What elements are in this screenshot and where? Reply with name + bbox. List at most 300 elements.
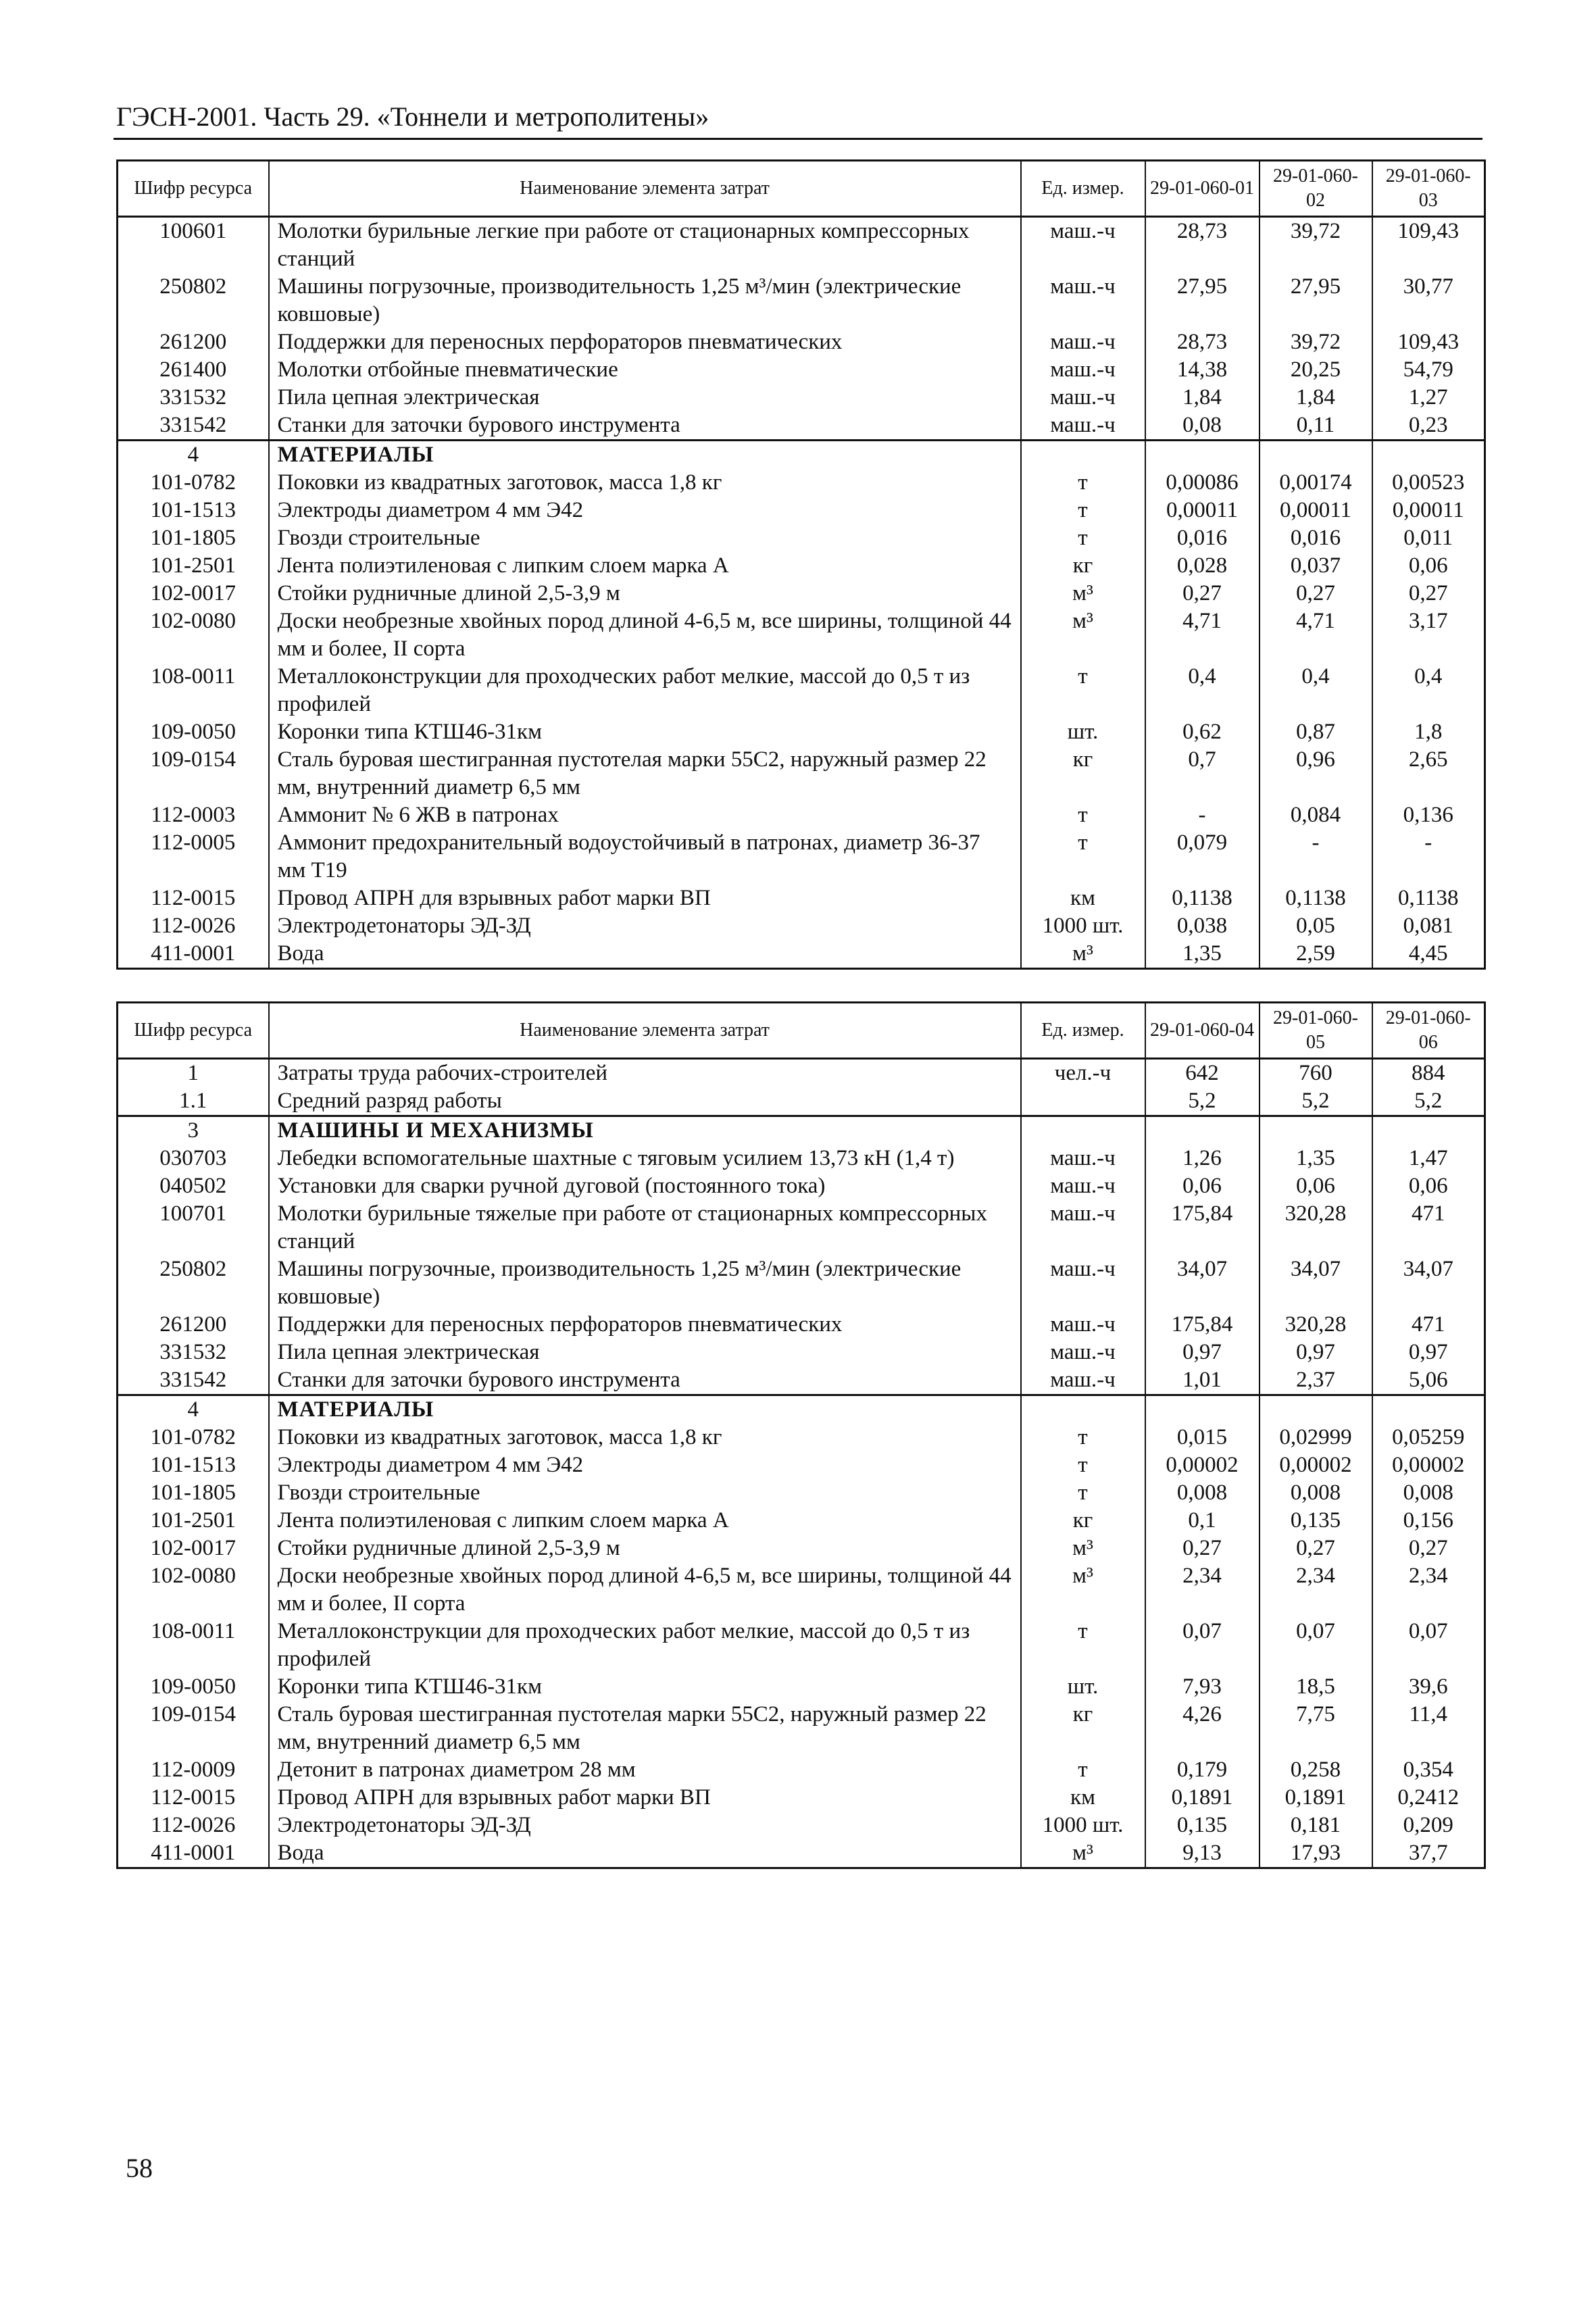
norm-value-cell: 0,016 xyxy=(1260,524,1372,552)
table-row xyxy=(118,1087,1485,1116)
norm-value-cell: 18,5 xyxy=(1260,1673,1372,1701)
norm-value-cell: 0,00011 xyxy=(1372,497,1485,524)
unit-cell: шт. xyxy=(1021,1673,1145,1701)
resource-code-cell: 411-0001 xyxy=(118,1839,269,1868)
norm-value-cell: 27,95 xyxy=(1145,273,1260,328)
unit-cell: т xyxy=(1021,1479,1145,1507)
norm-value-cell: 0,00002 xyxy=(1145,1451,1260,1479)
table-row xyxy=(118,273,1485,328)
resource-code-cell: 101-1513 xyxy=(118,1451,269,1479)
resource-code-cell: 102-0080 xyxy=(118,607,269,663)
norm-value-cell: 2,34 xyxy=(1260,1562,1372,1618)
norm-value-cell: 37,7 xyxy=(1372,1839,1485,1868)
table-row xyxy=(118,1507,1485,1535)
norm-value-cell: 17,93 xyxy=(1260,1839,1372,1868)
resource-code-cell: 109-0154 xyxy=(118,746,269,801)
resource-name-cell: Установки для сварки ручной дуговой (постоянного тока) xyxy=(269,1172,1021,1200)
resource-name-cell: Пила цепная электрическая xyxy=(269,1339,1021,1366)
unit-cell: шт. xyxy=(1021,718,1145,746)
column-header-norm: 29-01-060-04 xyxy=(1145,1003,1260,1059)
resource-name-cell: Стойки рудничные длиной 2,5-3,9 м xyxy=(269,1535,1021,1562)
resource-code-cell: 411-0001 xyxy=(118,940,269,969)
norm-value-cell: 1,84 xyxy=(1260,384,1372,412)
unit-cell: маш.-ч xyxy=(1021,1255,1145,1311)
norm-value-cell xyxy=(1372,1395,1485,1424)
resource-code-cell: 102-0080 xyxy=(118,1562,269,1618)
norm-value-cell: 5,2 xyxy=(1145,1087,1260,1116)
table-row xyxy=(118,1172,1485,1200)
norm-value-cell: 0,2412 xyxy=(1372,1784,1485,1812)
norm-value-cell: 0,23 xyxy=(1372,412,1485,441)
table-row xyxy=(118,328,1485,356)
resource-name-cell: Сталь буровая шестигранная пустотелая марки 55С2, наружный размер 22 мм, внутренний диаметр 6,5 мм xyxy=(269,1701,1021,1756)
table-row xyxy=(118,1059,1485,1088)
norm-value-cell: 175,84 xyxy=(1145,1200,1260,1255)
page-header: ГЭСН-2001. Часть 29. «Тоннели и метрополитены» xyxy=(116,101,709,132)
norm-value-cell: 0,1891 xyxy=(1260,1784,1372,1812)
resource-name-cell: Аммонит № 6 ЖВ в патронах xyxy=(269,801,1021,829)
unit-cell: т xyxy=(1021,524,1145,552)
resource-code-cell: 3 xyxy=(118,1116,269,1145)
resource-name-cell: Гвозди строительные xyxy=(269,524,1021,552)
column-header-norm: 29-01-060-01 xyxy=(1145,161,1260,217)
norm-value-cell: 0,00523 xyxy=(1372,469,1485,497)
table-row xyxy=(118,663,1485,718)
resource-code-cell: 112-0005 xyxy=(118,829,269,885)
table-row xyxy=(118,718,1485,746)
resource-name-cell: Гвозди строительные xyxy=(269,1479,1021,1507)
resource-code-cell: 331542 xyxy=(118,1366,269,1395)
table-row xyxy=(118,885,1485,912)
resource-code-cell: 101-1805 xyxy=(118,524,269,552)
norm-value-cell: 0,00011 xyxy=(1145,497,1260,524)
resource-code-cell: 101-2501 xyxy=(118,1507,269,1535)
norm-value-cell: 7,93 xyxy=(1145,1673,1260,1701)
unit-cell: кг xyxy=(1021,1701,1145,1756)
norm-value-cell: 39,72 xyxy=(1260,217,1372,274)
unit-cell: 1000 шт. xyxy=(1021,912,1145,940)
resource-name-cell: МАТЕРИАЛЫ xyxy=(269,1395,1021,1424)
resource-name-cell: МАТЕРИАЛЫ xyxy=(269,441,1021,470)
resource-name-cell: Металлоконструкции для проходческих работ мелкие, массой до 0,5 т из профилей xyxy=(269,1618,1021,1673)
table-row xyxy=(118,1479,1485,1507)
resource-name-cell: Доски необрезные хвойных пород длиной 4-6,5 м, все ширины, толщиной 44 мм и более, II сорта xyxy=(269,607,1021,663)
unit-cell: т xyxy=(1021,497,1145,524)
norm-value-cell: 0,136 xyxy=(1372,801,1485,829)
resource-name-cell: Электроды диаметром 4 мм Э42 xyxy=(269,1451,1021,1479)
resource-code-cell: 331542 xyxy=(118,412,269,441)
unit-cell: кг xyxy=(1021,1507,1145,1535)
table-row xyxy=(118,1339,1485,1366)
norm-value-cell: 0,97 xyxy=(1260,1339,1372,1366)
resource-code-cell: 102-0017 xyxy=(118,580,269,607)
resource-code-cell: 261400 xyxy=(118,356,269,384)
norm-value-cell: 109,43 xyxy=(1372,328,1485,356)
norm-value-cell: 0,27 xyxy=(1372,1535,1485,1562)
resource-code-cell: 1 xyxy=(118,1059,269,1088)
column-header-norm: 29-01-060-02 xyxy=(1260,161,1372,217)
norm-value-cell: 175,84 xyxy=(1145,1311,1260,1339)
norm-value-cell: 0,156 xyxy=(1372,1507,1485,1535)
resource-code-cell: 4 xyxy=(118,441,269,470)
resource-code-cell: 112-0026 xyxy=(118,1812,269,1839)
norm-value-cell: 1,35 xyxy=(1260,1145,1372,1172)
resource-name-cell: Электроды диаметром 4 мм Э42 xyxy=(269,497,1021,524)
norm-value-cell: 1,01 xyxy=(1145,1366,1260,1395)
table-row xyxy=(118,1673,1485,1701)
table-row xyxy=(118,1756,1485,1784)
table-row xyxy=(118,1311,1485,1339)
table-row xyxy=(118,217,1485,274)
resource-name-cell: МАШИНЫ И МЕХАНИЗМЫ xyxy=(269,1116,1021,1145)
resource-code-cell: 101-0782 xyxy=(118,1424,269,1451)
resource-table-1 xyxy=(116,159,1486,970)
norm-value-cell: 34,07 xyxy=(1145,1255,1260,1311)
resource-name-cell: Станки для заточки бурового инструмента xyxy=(269,412,1021,441)
norm-value-cell: 0,00174 xyxy=(1260,469,1372,497)
resource-code-cell: 261200 xyxy=(118,328,269,356)
resource-name-cell: Электродетонаторы ЭД-ЗД xyxy=(269,912,1021,940)
norm-value-cell: 0,4 xyxy=(1145,663,1260,718)
norm-value-cell: 2,59 xyxy=(1260,940,1372,969)
norm-value-cell: 1,26 xyxy=(1145,1145,1260,1172)
table-row xyxy=(118,1618,1485,1673)
norm-value-cell: 0,016 xyxy=(1145,524,1260,552)
table-row xyxy=(118,1424,1485,1451)
unit-cell: т xyxy=(1021,1618,1145,1673)
norm-value-cell: 0,00011 xyxy=(1260,497,1372,524)
unit-cell: м³ xyxy=(1021,1535,1145,1562)
resource-name-cell: Станки для заточки бурового инструмента xyxy=(269,1366,1021,1395)
norm-value-cell: 0,008 xyxy=(1145,1479,1260,1507)
resource-name-cell: Поковки из квадратных заготовок, масса 1,8 кг xyxy=(269,469,1021,497)
unit-cell: т xyxy=(1021,801,1145,829)
resource-name-cell: Пила цепная электрическая xyxy=(269,384,1021,412)
norm-value-cell: 0,135 xyxy=(1145,1812,1260,1839)
norm-value-cell xyxy=(1145,1395,1260,1424)
norm-value-cell: 0,209 xyxy=(1372,1812,1485,1839)
norm-value-cell: 39,72 xyxy=(1260,328,1372,356)
norm-value-cell: 4,71 xyxy=(1260,607,1372,663)
header-rule xyxy=(114,138,1482,140)
norm-value-cell: 471 xyxy=(1372,1200,1485,1255)
unit-cell: м³ xyxy=(1021,1562,1145,1618)
norm-value-cell: 471 xyxy=(1372,1311,1485,1339)
unit-cell xyxy=(1021,1116,1145,1145)
resource-code-cell: 109-0050 xyxy=(118,1673,269,1701)
norm-value-cell: 0,008 xyxy=(1372,1479,1485,1507)
norm-value-cell: 0,27 xyxy=(1372,580,1485,607)
resource-code-cell: 101-1805 xyxy=(118,1479,269,1507)
norm-value-cell: 0,179 xyxy=(1145,1756,1260,1784)
norm-value-cell: 0,135 xyxy=(1260,1507,1372,1535)
unit-cell: маш.-ч xyxy=(1021,328,1145,356)
norm-value-cell: 27,95 xyxy=(1260,273,1372,328)
norm-value-cell: 0,87 xyxy=(1260,718,1372,746)
unit-cell: т xyxy=(1021,1424,1145,1451)
norm-value-cell: 0,07 xyxy=(1145,1618,1260,1673)
norm-value-cell: 14,38 xyxy=(1145,356,1260,384)
resource-name-cell: Лента полиэтиленовая с липким слоем марка А xyxy=(269,552,1021,580)
norm-value-cell: 0,258 xyxy=(1260,1756,1372,1784)
resource-name-cell: Средний разряд работы xyxy=(269,1087,1021,1116)
resource-name-cell: Машины погрузочные, производительность 1,25 м³/мин (электрические ковшовые) xyxy=(269,273,1021,328)
table-row xyxy=(118,524,1485,552)
unit-cell: т xyxy=(1021,1451,1145,1479)
norm-value-cell: 0,084 xyxy=(1260,801,1372,829)
norm-value-cell: 0,97 xyxy=(1145,1339,1260,1366)
norm-value-cell: 3,17 xyxy=(1372,607,1485,663)
unit-cell: т xyxy=(1021,469,1145,497)
resource-name-cell: Вода xyxy=(269,940,1021,969)
resource-name-cell: Молотки бурильные тяжелые при работе от стационарных компрессорных станций xyxy=(269,1200,1021,1255)
norm-value-cell: 0,037 xyxy=(1260,552,1372,580)
norm-value-cell: 0,62 xyxy=(1145,718,1260,746)
norm-value-cell: 0,07 xyxy=(1260,1618,1372,1673)
resource-code-cell: 102-0017 xyxy=(118,1535,269,1562)
section-row xyxy=(118,1116,1485,1145)
resource-code-cell: 112-0015 xyxy=(118,1784,269,1812)
norm-value-cell: 0,06 xyxy=(1372,1172,1485,1200)
resource-code-cell: 250802 xyxy=(118,273,269,328)
norm-value-cell: 2,34 xyxy=(1145,1562,1260,1618)
column-header-code: Шифр ресурса xyxy=(118,161,269,217)
norm-value-cell: 28,73 xyxy=(1145,328,1260,356)
norm-value-cell: 0,4 xyxy=(1260,663,1372,718)
norm-value-cell: 11,4 xyxy=(1372,1701,1485,1756)
norm-value-cell: - xyxy=(1145,801,1260,829)
norm-value-cell: 642 xyxy=(1145,1059,1260,1088)
norm-value-cell: 1,47 xyxy=(1372,1145,1485,1172)
norm-value-cell xyxy=(1372,441,1485,470)
table-row xyxy=(118,580,1485,607)
norm-value-cell: 0,181 xyxy=(1260,1812,1372,1839)
unit-cell: маш.-ч xyxy=(1021,1172,1145,1200)
resource-name-cell: Лента полиэтиленовая с липким слоем марка А xyxy=(269,1507,1021,1535)
resource-code-cell: 250802 xyxy=(118,1255,269,1311)
norm-value-cell: 5,2 xyxy=(1372,1087,1485,1116)
resource-name-cell: Электродетонаторы ЭД-ЗД xyxy=(269,1812,1021,1839)
section-row xyxy=(118,1395,1485,1424)
resource-name-cell: Провод АПРН для взрывных работ марки ВП xyxy=(269,885,1021,912)
unit-cell: маш.-ч xyxy=(1021,356,1145,384)
norm-value-cell: 34,07 xyxy=(1372,1255,1485,1311)
norm-value-cell: 0,011 xyxy=(1372,524,1485,552)
resource-name-cell: Машины погрузочные, производительность 1,25 м³/мин (электрические ковшовые) xyxy=(269,1255,1021,1311)
norm-value-cell: 7,75 xyxy=(1260,1701,1372,1756)
norm-value-cell xyxy=(1145,441,1260,470)
norm-value-cell: 760 xyxy=(1260,1059,1372,1088)
unit-cell: км xyxy=(1021,1784,1145,1812)
column-header-name: Наименование элемента затрат xyxy=(269,1003,1021,1059)
norm-value-cell: 5,2 xyxy=(1260,1087,1372,1116)
table-row xyxy=(118,912,1485,940)
norm-value-cell: 0,27 xyxy=(1145,1535,1260,1562)
norm-value-cell: 0,27 xyxy=(1145,580,1260,607)
norm-value-cell: 4,45 xyxy=(1372,940,1485,969)
norm-value-cell: 884 xyxy=(1372,1059,1485,1088)
column-header-unit: Ед. измер. xyxy=(1021,1003,1145,1059)
norm-value-cell: 0,96 xyxy=(1260,746,1372,801)
unit-cell: м³ xyxy=(1021,940,1145,969)
norm-value-cell: 0,00086 xyxy=(1145,469,1260,497)
resource-name-cell: Стойки рудничные длиной 2,5-3,9 м xyxy=(269,580,1021,607)
norm-value-cell: 4,26 xyxy=(1145,1701,1260,1756)
section-row xyxy=(118,441,1485,470)
table-row xyxy=(118,1701,1485,1756)
table-row xyxy=(118,412,1485,441)
resource-code-cell: 331532 xyxy=(118,1339,269,1366)
unit-cell: м³ xyxy=(1021,1839,1145,1868)
table-row xyxy=(118,1366,1485,1395)
norm-value-cell: 0,081 xyxy=(1372,912,1485,940)
norm-value-cell: 320,28 xyxy=(1260,1200,1372,1255)
resource-name-cell: Поддержки для переносных перфораторов пневматических xyxy=(269,328,1021,356)
norm-value-cell: 9,13 xyxy=(1145,1839,1260,1868)
table-row xyxy=(118,1255,1485,1311)
norm-value-cell: 0,00002 xyxy=(1372,1451,1485,1479)
table-row xyxy=(118,607,1485,663)
norm-value-cell: 0,06 xyxy=(1260,1172,1372,1200)
resource-name-cell: Сталь буровая шестигранная пустотелая марки 55С2, наружный размер 22 мм, внутренний диаметр 6,5 мм xyxy=(269,746,1021,801)
norm-value-cell xyxy=(1260,1116,1372,1145)
norm-value-cell: 0,015 xyxy=(1145,1424,1260,1451)
norm-value-cell: 0,079 xyxy=(1145,829,1260,885)
unit-cell: чел.-ч xyxy=(1021,1059,1145,1088)
unit-cell: т xyxy=(1021,829,1145,885)
unit-cell xyxy=(1021,1087,1145,1116)
unit-cell: маш.-ч xyxy=(1021,273,1145,328)
norm-value-cell: 0,05259 xyxy=(1372,1424,1485,1451)
norm-value-cell: 20,25 xyxy=(1260,356,1372,384)
resource-code-cell: 112-0009 xyxy=(118,1756,269,1784)
table-row xyxy=(118,829,1485,885)
norm-value-cell: 1,8 xyxy=(1372,718,1485,746)
unit-cell: м³ xyxy=(1021,607,1145,663)
resource-name-cell: Коронки типа КТШ46-31км xyxy=(269,1673,1021,1701)
norm-value-cell: 0,08 xyxy=(1145,412,1260,441)
column-header-norm: 29-01-060-03 xyxy=(1372,161,1485,217)
column-header-norm: 29-01-060-06 xyxy=(1372,1003,1485,1059)
norm-value-cell: 2,37 xyxy=(1260,1366,1372,1395)
resource-code-cell: 261200 xyxy=(118,1311,269,1339)
norm-value-cell: 0,008 xyxy=(1260,1479,1372,1507)
resource-name-cell: Доски необрезные хвойных пород длиной 4-6,5 м, все ширины, толщиной 44 мм и более, II сорта xyxy=(269,1562,1021,1618)
resource-code-cell: 100701 xyxy=(118,1200,269,1255)
resource-code-cell: 109-0050 xyxy=(118,718,269,746)
norm-value-cell: - xyxy=(1260,829,1372,885)
table-row xyxy=(118,356,1485,384)
unit-cell: маш.-ч xyxy=(1021,1339,1145,1366)
resource-code-cell: 112-0015 xyxy=(118,885,269,912)
unit-cell xyxy=(1021,441,1145,470)
norm-value-cell: 28,73 xyxy=(1145,217,1260,274)
resource-code-cell: 101-0782 xyxy=(118,469,269,497)
resource-name-cell: Затраты труда рабочих-строителей xyxy=(269,1059,1021,1088)
table-row xyxy=(118,1839,1485,1868)
norm-value-cell: 54,79 xyxy=(1372,356,1485,384)
norm-value-cell: 1,84 xyxy=(1145,384,1260,412)
resource-code-cell: 1.1 xyxy=(118,1087,269,1116)
table-row xyxy=(118,1562,1485,1618)
unit-cell: маш.-ч xyxy=(1021,412,1145,441)
norm-value-cell: 0,1891 xyxy=(1145,1784,1260,1812)
norm-value-cell: 0,1138 xyxy=(1372,885,1485,912)
norm-value-cell: 2,65 xyxy=(1372,746,1485,801)
norm-value-cell: 0,1138 xyxy=(1260,885,1372,912)
table-row xyxy=(118,940,1485,969)
resource-name-cell: Металлоконструкции для проходческих работ мелкие, массой до 0,5 т из профилей xyxy=(269,663,1021,718)
norm-value-cell: 1,27 xyxy=(1372,384,1485,412)
norm-value-cell: 320,28 xyxy=(1260,1311,1372,1339)
norm-value-cell: 5,06 xyxy=(1372,1366,1485,1395)
resource-code-cell: 331532 xyxy=(118,384,269,412)
norm-value-cell xyxy=(1260,441,1372,470)
resource-code-cell: 108-0011 xyxy=(118,1618,269,1673)
norm-value-cell xyxy=(1145,1116,1260,1145)
table-row xyxy=(118,746,1485,801)
column-header-unit: Ед. измер. xyxy=(1021,161,1145,217)
table-row xyxy=(118,1451,1485,1479)
norm-value-cell: 30,77 xyxy=(1372,273,1485,328)
resource-code-cell: 101-2501 xyxy=(118,552,269,580)
resource-code-cell: 112-0026 xyxy=(118,912,269,940)
resource-code-cell: 109-0154 xyxy=(118,1701,269,1756)
table-row xyxy=(118,1535,1485,1562)
norm-value-cell: 0,06 xyxy=(1145,1172,1260,1200)
resource-code-cell: 100601 xyxy=(118,217,269,274)
resource-name-cell: Коронки типа КТШ46-31км xyxy=(269,718,1021,746)
resource-name-cell: Молотки бурильные легкие при работе от стационарных компрессорных станций xyxy=(269,217,1021,274)
resource-name-cell: Вода xyxy=(269,1839,1021,1868)
table-row xyxy=(118,1200,1485,1255)
norm-value-cell: 2,34 xyxy=(1372,1562,1485,1618)
resource-name-cell: Лебедки вспомогательные шахтные с тяговым усилием 13,73 кН (1,4 т) xyxy=(269,1145,1021,1172)
norm-value-cell: 0,27 xyxy=(1260,580,1372,607)
resource-code-cell: 030703 xyxy=(118,1145,269,1172)
unit-cell: маш.-ч xyxy=(1021,1366,1145,1395)
resource-code-cell: 108-0011 xyxy=(118,663,269,718)
norm-value-cell: 0,11 xyxy=(1260,412,1372,441)
resource-name-cell: Аммонит предохранительный водоустойчивый в патронах, диаметр 36-37 мм Т19 xyxy=(269,829,1021,885)
page-number: 58 xyxy=(126,2153,153,2183)
unit-cell: маш.-ч xyxy=(1021,1311,1145,1339)
unit-cell: кг xyxy=(1021,746,1145,801)
resource-name-cell: Поковки из квадратных заготовок, масса 1,8 кг xyxy=(269,1424,1021,1451)
norm-value-cell: 0,7 xyxy=(1145,746,1260,801)
table-row xyxy=(118,384,1485,412)
resource-name-cell: Молотки отбойные пневматические xyxy=(269,356,1021,384)
norm-value-cell: 0,27 xyxy=(1260,1535,1372,1562)
norm-value-cell: 0,038 xyxy=(1145,912,1260,940)
table-row xyxy=(118,469,1485,497)
norm-value-cell: 1,35 xyxy=(1145,940,1260,969)
unit-cell: маш.-ч xyxy=(1021,384,1145,412)
table-header-row xyxy=(118,161,1485,217)
norm-value-cell: 109,43 xyxy=(1372,217,1485,274)
norm-value-cell xyxy=(1372,1116,1485,1145)
norm-value-cell: 0,4 xyxy=(1372,663,1485,718)
norm-value-cell xyxy=(1260,1395,1372,1424)
unit-cell: кг xyxy=(1021,552,1145,580)
resource-name-cell: Детонит в патронах диаметром 28 мм xyxy=(269,1756,1021,1784)
norm-value-cell: 4,71 xyxy=(1145,607,1260,663)
resource-table-2 xyxy=(116,1001,1486,1869)
table-row xyxy=(118,1784,1485,1812)
resource-code-cell: 112-0003 xyxy=(118,801,269,829)
column-header-name: Наименование элемента затрат xyxy=(269,161,1021,217)
table-header-row xyxy=(118,1003,1485,1059)
